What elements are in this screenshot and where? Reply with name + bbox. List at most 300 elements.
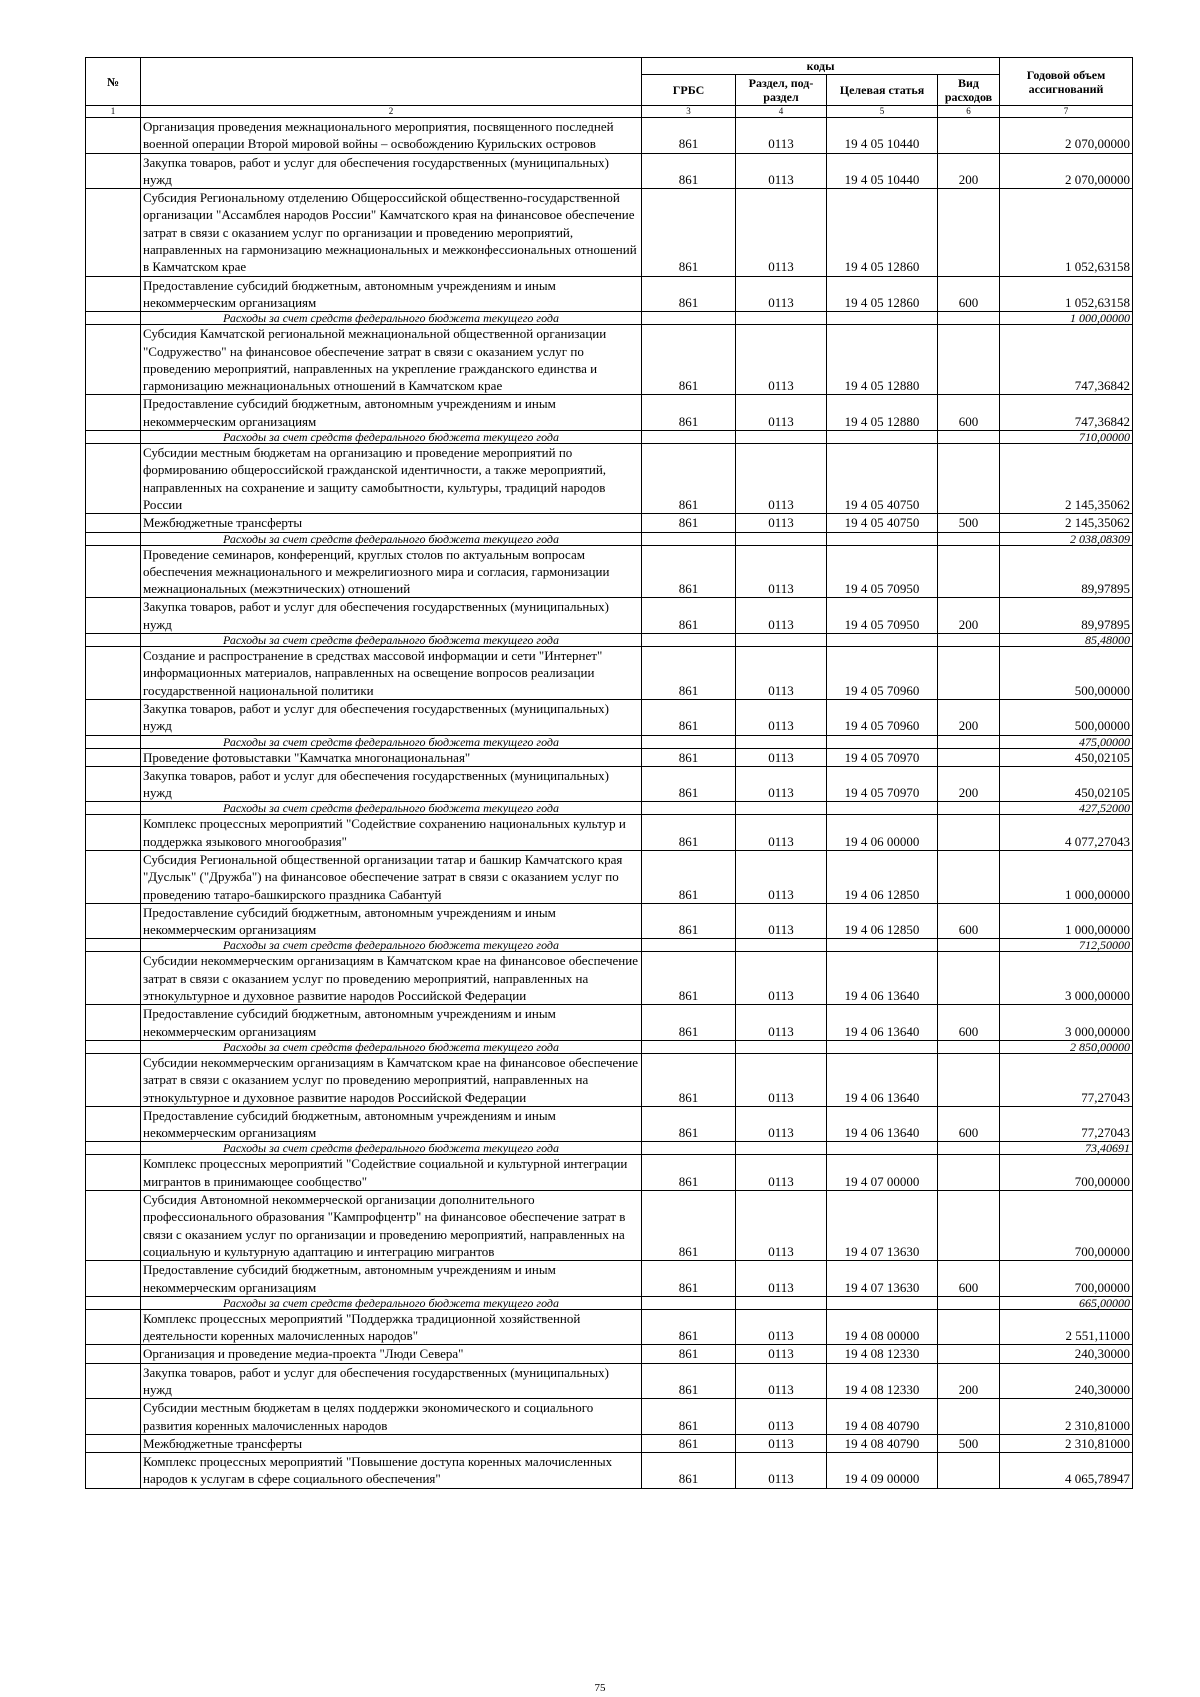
cell-grbs: 861 (642, 647, 736, 700)
cell-no (86, 118, 141, 154)
cell-target: 19 4 05 12880 (827, 395, 938, 431)
cell-amount: 77,27043 (1000, 1106, 1133, 1142)
cell-name: Расходы за счет средств федерального бюджета текущего года (141, 431, 642, 444)
cell-name: Комплекс процессных мероприятий "Содействие сохранению национальных культур и поддержка языкового многообразия" (141, 815, 642, 851)
federal-budget-row (86, 802, 1133, 815)
cell-amount: 85,48000 (1000, 634, 1133, 647)
cell-amount: 2 070,00000 (1000, 153, 1133, 189)
cell-expense-type (938, 748, 1000, 766)
cell-amount: 450,02105 (1000, 766, 1133, 802)
cell-grbs (642, 802, 736, 815)
cell-amount: 3 000,00000 (1000, 952, 1133, 1005)
cell-razdel: 0113 (736, 1345, 827, 1363)
cell-no (86, 1040, 141, 1053)
cell-expense-type: 600 (938, 1005, 1000, 1041)
cell-grbs: 861 (642, 118, 736, 154)
cell-expense-type (938, 850, 1000, 903)
cell-expense-type (938, 815, 1000, 851)
cell-no (86, 1399, 141, 1435)
cell-grbs: 861 (642, 444, 736, 514)
cell-expense-type (938, 802, 1000, 815)
cell-razdel: 0113 (736, 952, 827, 1005)
cell-razdel: 0113 (736, 1434, 827, 1452)
table-row (86, 815, 1133, 851)
cell-target: 19 4 07 13630 (827, 1261, 938, 1297)
cell-no (86, 325, 141, 395)
table-row (86, 1453, 1133, 1489)
page-number: 75 (594, 1682, 606, 1694)
header-amount: Годовой объем ассигнований (1000, 58, 1133, 106)
table-row (86, 1191, 1133, 1261)
cell-razdel (736, 735, 827, 748)
cell-name: Субсидии некоммерческим организациям в Камчатском крае на финансовое обеспечение затрат в связи с оказанием услуг по проведению мероприятий, направленных на этнокультурное и духовное развитие народов Российской Федерации (141, 1053, 642, 1106)
cell-grbs (642, 634, 736, 647)
cell-name: Расходы за счет средств федерального бюджета текущего года (141, 1296, 642, 1309)
table-row (86, 598, 1133, 634)
cell-no (86, 1296, 141, 1309)
cell-grbs: 861 (642, 276, 736, 312)
table-row (86, 189, 1133, 276)
cell-target: 19 4 05 10440 (827, 153, 938, 189)
cell-amount: 2 310,81000 (1000, 1434, 1133, 1452)
cell-razdel: 0113 (736, 850, 827, 903)
colnum: 2 (141, 106, 642, 118)
cell-grbs: 861 (642, 1309, 736, 1345)
table-row (86, 850, 1133, 903)
cell-expense-type (938, 1296, 1000, 1309)
cell-razdel: 0113 (736, 1453, 827, 1489)
cell-name: Субсидии местным бюджетам в целях поддержки экономического и социального развития коренных малочисленных народов (141, 1399, 642, 1435)
cell-razdel: 0113 (736, 1363, 827, 1399)
cell-name: Предоставление субсидий бюджетным, автономным учреждениям и иным некоммерческим организациям (141, 1005, 642, 1041)
cell-razdel: 0113 (736, 1106, 827, 1142)
cell-expense-type: 200 (938, 699, 1000, 735)
cell-razdel: 0113 (736, 545, 827, 598)
cell-target: 19 4 05 70960 (827, 647, 938, 700)
cell-name: Субсидия Региональной общественной организации татар и башкир Камчатского края "Дуслык" ("Дружба") на финансовое обеспечение затрат в связи с оказанием услуг по проведению татаро-башкирского праздника Сабантуй (141, 850, 642, 903)
cell-name: Создание и распространение в средствах массовой информации и сети "Интернет" информационных материалов, направленных на освещение вопросов реализации государственной национальной политики (141, 647, 642, 700)
cell-target: 19 4 06 12850 (827, 903, 938, 939)
cell-expense-type (938, 1053, 1000, 1106)
cell-grbs: 861 (642, 1261, 736, 1297)
cell-razdel: 0113 (736, 903, 827, 939)
cell-expense-type: 600 (938, 1106, 1000, 1142)
cell-name: Субсидии местным бюджетам на организацию и проведение мероприятий по формированию общероссийской гражданской идентичности, а также мероприятий, направленных на сохранение и защиту самобытности, культуры, традиций народов России (141, 444, 642, 514)
cell-target (827, 1296, 938, 1309)
table-row (86, 647, 1133, 700)
cell-target: 19 4 05 10440 (827, 118, 938, 154)
cell-name: Субсидия Камчатской региональной межнациональной общественной организации "Содружество" на финансовое обеспечение затрат в связи с оказанием услуг по проведению мероприятий, направленных на укрепление гражданского единства и гармонизацию межнациональных отношений в Камчатском крае (141, 325, 642, 395)
cell-razdel (736, 532, 827, 545)
cell-amount: 1 000,00000 (1000, 312, 1133, 325)
cell-amount: 1 052,63158 (1000, 276, 1133, 312)
cell-grbs: 861 (642, 766, 736, 802)
cell-no (86, 276, 141, 312)
cell-grbs: 861 (642, 1005, 736, 1041)
cell-razdel: 0113 (736, 1053, 827, 1106)
colnum: 3 (642, 106, 736, 118)
table-row (86, 545, 1133, 598)
cell-target: 19 4 08 00000 (827, 1309, 938, 1345)
table-row (86, 1309, 1133, 1345)
cell-expense-type (938, 189, 1000, 276)
cell-name: Расходы за счет средств федерального бюджета текущего года (141, 634, 642, 647)
cell-amount: 1 052,63158 (1000, 189, 1133, 276)
cell-name: Организация и проведение медиа-проекта "Люди Севера" (141, 1345, 642, 1363)
cell-grbs: 861 (642, 699, 736, 735)
cell-name: Комплекс процессных мероприятий "Повышение доступа коренных малочисленных народов к услугам в сфере социального обеспечения" (141, 1453, 642, 1489)
cell-grbs: 861 (642, 748, 736, 766)
cell-razdel: 0113 (736, 1191, 827, 1261)
cell-target: 19 4 05 70950 (827, 545, 938, 598)
cell-amount: 1 000,00000 (1000, 850, 1133, 903)
table-row (86, 903, 1133, 939)
cell-razdel: 0113 (736, 699, 827, 735)
cell-no (86, 1261, 141, 1297)
header-no: № (86, 58, 141, 106)
cell-razdel: 0113 (736, 748, 827, 766)
cell-grbs (642, 1040, 736, 1053)
cell-no (86, 903, 141, 939)
federal-budget-row (86, 939, 1133, 952)
cell-razdel: 0113 (736, 325, 827, 395)
cell-razdel: 0113 (736, 118, 827, 154)
cell-target: 19 4 09 00000 (827, 1453, 938, 1489)
cell-no (86, 850, 141, 903)
cell-expense-type (938, 1142, 1000, 1155)
cell-no (86, 939, 141, 952)
cell-amount: 2 038,08309 (1000, 532, 1133, 545)
cell-name: Расходы за счет средств федерального бюджета текущего года (141, 802, 642, 815)
federal-budget-row (86, 1296, 1133, 1309)
cell-razdel: 0113 (736, 766, 827, 802)
cell-expense-type (938, 118, 1000, 154)
cell-name: Закупка товаров, работ и услуг для обеспечения государственных (муниципальных) нужд (141, 1363, 642, 1399)
cell-name: Комплекс процессных мероприятий "Поддержка традиционной хозяйственной деятельности коренных малочисленных народов" (141, 1309, 642, 1345)
cell-target (827, 802, 938, 815)
cell-name: Проведение семинаров, конференций, круглых столов по актуальным вопросам обеспечения межнационального и межрелигиозного мира и согласия, гармонизации межнациональных (межэтнических) отношений (141, 545, 642, 598)
cell-no (86, 647, 141, 700)
cell-name: Межбюджетные трансферты (141, 1434, 642, 1452)
cell-amount: 747,36842 (1000, 395, 1133, 431)
cell-expense-type (938, 952, 1000, 1005)
cell-no (86, 748, 141, 766)
cell-name: Предоставление субсидий бюджетным, автономным учреждениям и иным некоммерческим организациям (141, 395, 642, 431)
cell-grbs: 861 (642, 1363, 736, 1399)
cell-expense-type (938, 444, 1000, 514)
cell-target (827, 1142, 938, 1155)
cell-target (827, 431, 938, 444)
cell-razdel: 0113 (736, 276, 827, 312)
federal-budget-row (86, 312, 1133, 325)
table-row (86, 1155, 1133, 1191)
cell-target: 19 4 07 13630 (827, 1191, 938, 1261)
cell-amount: 700,00000 (1000, 1261, 1133, 1297)
table-row (86, 952, 1133, 1005)
cell-grbs (642, 1142, 736, 1155)
cell-grbs: 861 (642, 1053, 736, 1106)
table-row (86, 325, 1133, 395)
cell-name: Субсидия Автономной некоммерческой организации дополнительного профессионального образования "Кампрофцентр" на финансовое обеспечение затрат в связи с оказанием услуг по организации и проведению мероприятий, направленных на социальную и культурную адаптацию и интеграцию мигрантов (141, 1191, 642, 1261)
cell-name: Расходы за счет средств федерального бюджета текущего года (141, 1142, 642, 1155)
cell-razdel (736, 939, 827, 952)
table-body (86, 118, 1133, 1489)
table-row (86, 1434, 1133, 1452)
cell-razdel: 0113 (736, 395, 827, 431)
table-row (86, 153, 1133, 189)
cell-amount: 89,97895 (1000, 545, 1133, 598)
cell-target (827, 939, 938, 952)
cell-razdel (736, 1296, 827, 1309)
cell-expense-type: 200 (938, 766, 1000, 802)
colnum: 4 (736, 106, 827, 118)
cell-name: Комплекс процессных мероприятий "Содействие социальной и культурной интеграции мигрантов в принимающее сообщество" (141, 1155, 642, 1191)
cell-amount: 1 000,00000 (1000, 903, 1133, 939)
cell-target (827, 634, 938, 647)
cell-grbs: 861 (642, 952, 736, 1005)
cell-no (86, 1453, 141, 1489)
cell-name: Организация проведения межнационального мероприятия, посвященного последней военной операции Второй мировой войны – освобождению Курильских островов (141, 118, 642, 154)
cell-name: Субсидии некоммерческим организациям в Камчатском крае на финансовое обеспечение затрат в связи с оказанием услуг по проведению мероприятий, направленных на этнокультурное и духовное развитие народов Российской Федерации (141, 952, 642, 1005)
cell-name: Закупка товаров, работ и услуг для обеспечения государственных (муниципальных) нужд (141, 766, 642, 802)
cell-razdel: 0113 (736, 647, 827, 700)
cell-name: Закупка товаров, работ и услуг для обеспечения государственных (муниципальных) нужд (141, 153, 642, 189)
cell-expense-type: 200 (938, 598, 1000, 634)
header-codes: коды (642, 58, 1000, 75)
cell-target: 19 4 05 70950 (827, 598, 938, 634)
cell-razdel (736, 634, 827, 647)
cell-grbs (642, 312, 736, 325)
cell-expense-type (938, 1399, 1000, 1435)
cell-no (86, 1053, 141, 1106)
cell-grbs (642, 431, 736, 444)
cell-target: 19 4 06 12850 (827, 850, 938, 903)
cell-name: Закупка товаров, работ и услуг для обеспечения государственных (муниципальных) нужд (141, 598, 642, 634)
cell-expense-type (938, 1453, 1000, 1489)
cell-amount: 2 145,35062 (1000, 514, 1133, 532)
cell-amount: 700,00000 (1000, 1191, 1133, 1261)
table-row (86, 766, 1133, 802)
table-row (86, 118, 1133, 154)
cell-expense-type (938, 325, 1000, 395)
cell-expense-type (938, 312, 1000, 325)
cell-target: 19 4 08 40790 (827, 1434, 938, 1452)
cell-grbs: 861 (642, 1453, 736, 1489)
cell-expense-type: 500 (938, 1434, 1000, 1452)
colnum: 7 (1000, 106, 1133, 118)
cell-amount: 77,27043 (1000, 1053, 1133, 1106)
colnum: 6 (938, 106, 1000, 118)
cell-target (827, 312, 938, 325)
cell-grbs: 861 (642, 903, 736, 939)
cell-no (86, 1309, 141, 1345)
cell-no (86, 312, 141, 325)
federal-budget-row (86, 431, 1133, 444)
cell-razdel (736, 802, 827, 815)
cell-target: 19 4 05 70970 (827, 748, 938, 766)
cell-target: 19 4 07 00000 (827, 1155, 938, 1191)
cell-amount: 2 070,00000 (1000, 118, 1133, 154)
cell-name: Расходы за счет средств федерального бюджета текущего года (141, 532, 642, 545)
cell-target: 19 4 06 00000 (827, 815, 938, 851)
federal-budget-row (86, 1040, 1133, 1053)
cell-amount: 2 310,81000 (1000, 1399, 1133, 1435)
cell-target: 19 4 05 70970 (827, 766, 938, 802)
cell-no (86, 514, 141, 532)
cell-no (86, 395, 141, 431)
cell-name: Субсидия Региональному отделению Общероссийской общественно-государственной организации "Ассамблея народов России" Камчатского края на финансовое обеспечение затрат в связи с оказанием услуг по организации и проведению мероприятий, направленных на гармонизацию межнациональных и межконфессиональных отношений в Камчатском крае (141, 189, 642, 276)
cell-amount: 2 145,35062 (1000, 444, 1133, 514)
cell-razdel: 0113 (736, 815, 827, 851)
cell-expense-type (938, 545, 1000, 598)
cell-target: 19 4 08 12330 (827, 1345, 938, 1363)
cell-name: Межбюджетные трансферты (141, 514, 642, 532)
cell-expense-type (938, 1155, 1000, 1191)
header-name (141, 58, 642, 106)
cell-target: 19 4 05 12860 (827, 189, 938, 276)
cell-expense-type (938, 647, 1000, 700)
cell-no (86, 802, 141, 815)
cell-razdel: 0113 (736, 1261, 827, 1297)
cell-target (827, 532, 938, 545)
cell-target: 19 4 08 12330 (827, 1363, 938, 1399)
cell-target: 19 4 06 13640 (827, 952, 938, 1005)
cell-target: 19 4 05 70960 (827, 699, 938, 735)
table-row (86, 444, 1133, 514)
table-row (86, 1005, 1133, 1041)
cell-amount: 2 850,00000 (1000, 1040, 1133, 1053)
table-row (86, 1106, 1133, 1142)
header-razdel: Раздел, под-раздел (736, 75, 827, 106)
cell-target: 19 4 05 12860 (827, 276, 938, 312)
cell-grbs: 861 (642, 325, 736, 395)
cell-target: 19 4 08 40790 (827, 1399, 938, 1435)
cell-expense-type (938, 431, 1000, 444)
cell-amount: 89,97895 (1000, 598, 1133, 634)
table-row (86, 276, 1133, 312)
cell-expense-type: 600 (938, 395, 1000, 431)
cell-razdel: 0113 (736, 189, 827, 276)
cell-grbs: 861 (642, 815, 736, 851)
cell-name: Расходы за счет средств федерального бюджета текущего года (141, 939, 642, 952)
cell-expense-type (938, 1040, 1000, 1053)
cell-no (86, 735, 141, 748)
table-row (86, 1053, 1133, 1106)
cell-target: 19 4 06 13640 (827, 1005, 938, 1041)
table-row (86, 699, 1133, 735)
table-row (86, 748, 1133, 766)
cell-name: Расходы за счет средств федерального бюджета текущего года (141, 735, 642, 748)
cell-no (86, 153, 141, 189)
cell-name: Расходы за счет средств федерального бюджета текущего года (141, 312, 642, 325)
cell-amount: 450,02105 (1000, 748, 1133, 766)
cell-no (86, 1191, 141, 1261)
cell-no (86, 1106, 141, 1142)
colnum: 5 (827, 106, 938, 118)
cell-expense-type: 600 (938, 1261, 1000, 1297)
federal-budget-row (86, 1142, 1133, 1155)
cell-expense-type (938, 1191, 1000, 1261)
cell-amount: 712,50000 (1000, 939, 1133, 952)
cell-no (86, 431, 141, 444)
cell-grbs: 861 (642, 1106, 736, 1142)
cell-expense-type: 600 (938, 903, 1000, 939)
cell-amount: 4 065,78947 (1000, 1453, 1133, 1489)
cell-amount: 500,00000 (1000, 647, 1133, 700)
cell-name: Предоставление субсидий бюджетным, автономным учреждениям и иным некоммерческим организациям (141, 1106, 642, 1142)
header-grbs: ГРБС (642, 75, 736, 106)
cell-razdel: 0113 (736, 1309, 827, 1345)
cell-amount: 3 000,00000 (1000, 1005, 1133, 1041)
cell-razdel: 0113 (736, 1005, 827, 1041)
cell-target: 19 4 05 40750 (827, 514, 938, 532)
cell-target: 19 4 05 40750 (827, 444, 938, 514)
cell-grbs (642, 1296, 736, 1309)
table-row (86, 1363, 1133, 1399)
cell-grbs (642, 532, 736, 545)
table-row (86, 395, 1133, 431)
cell-expense-type (938, 735, 1000, 748)
cell-no (86, 545, 141, 598)
cell-expense-type: 200 (938, 153, 1000, 189)
cell-no (86, 1005, 141, 1041)
cell-expense-type (938, 1345, 1000, 1363)
cell-amount: 4 077,27043 (1000, 815, 1133, 851)
federal-budget-row (86, 735, 1133, 748)
cell-grbs: 861 (642, 514, 736, 532)
cell-expense-type (938, 634, 1000, 647)
cell-grbs: 861 (642, 1399, 736, 1435)
table-row (86, 1399, 1133, 1435)
cell-no (86, 634, 141, 647)
cell-target: 19 4 06 13640 (827, 1053, 938, 1106)
cell-no (86, 1142, 141, 1155)
cell-grbs: 861 (642, 395, 736, 431)
cell-no (86, 1155, 141, 1191)
cell-expense-type (938, 939, 1000, 952)
cell-grbs (642, 735, 736, 748)
cell-expense-type (938, 532, 1000, 545)
cell-razdel (736, 1142, 827, 1155)
cell-name: Предоставление субсидий бюджетным, автономным учреждениям и иным некоммерческим организациям (141, 903, 642, 939)
budget-table (85, 57, 1133, 1489)
cell-grbs: 861 (642, 598, 736, 634)
cell-no (86, 1345, 141, 1363)
cell-grbs: 861 (642, 545, 736, 598)
cell-amount: 427,52000 (1000, 802, 1133, 815)
federal-budget-row (86, 532, 1133, 545)
cell-grbs: 861 (642, 1434, 736, 1452)
cell-no (86, 1363, 141, 1399)
cell-amount: 475,00000 (1000, 735, 1133, 748)
cell-no (86, 699, 141, 735)
cell-grbs: 861 (642, 850, 736, 903)
header-vr: Вид расходов (938, 75, 1000, 106)
colnum: 1 (86, 106, 141, 118)
cell-razdel: 0113 (736, 444, 827, 514)
cell-no (86, 532, 141, 545)
cell-grbs: 861 (642, 1155, 736, 1191)
cell-target (827, 735, 938, 748)
federal-budget-row (86, 634, 1133, 647)
cell-razdel (736, 312, 827, 325)
cell-no (86, 444, 141, 514)
cell-name: Проведение фотовыставки "Камчатка многонациональная" (141, 748, 642, 766)
cell-target: 19 4 06 13640 (827, 1106, 938, 1142)
cell-grbs: 861 (642, 1345, 736, 1363)
table-row (86, 1261, 1133, 1297)
cell-name: Предоставление субсидий бюджетным, автономным учреждениям и иным некоммерческим организациям (141, 276, 642, 312)
